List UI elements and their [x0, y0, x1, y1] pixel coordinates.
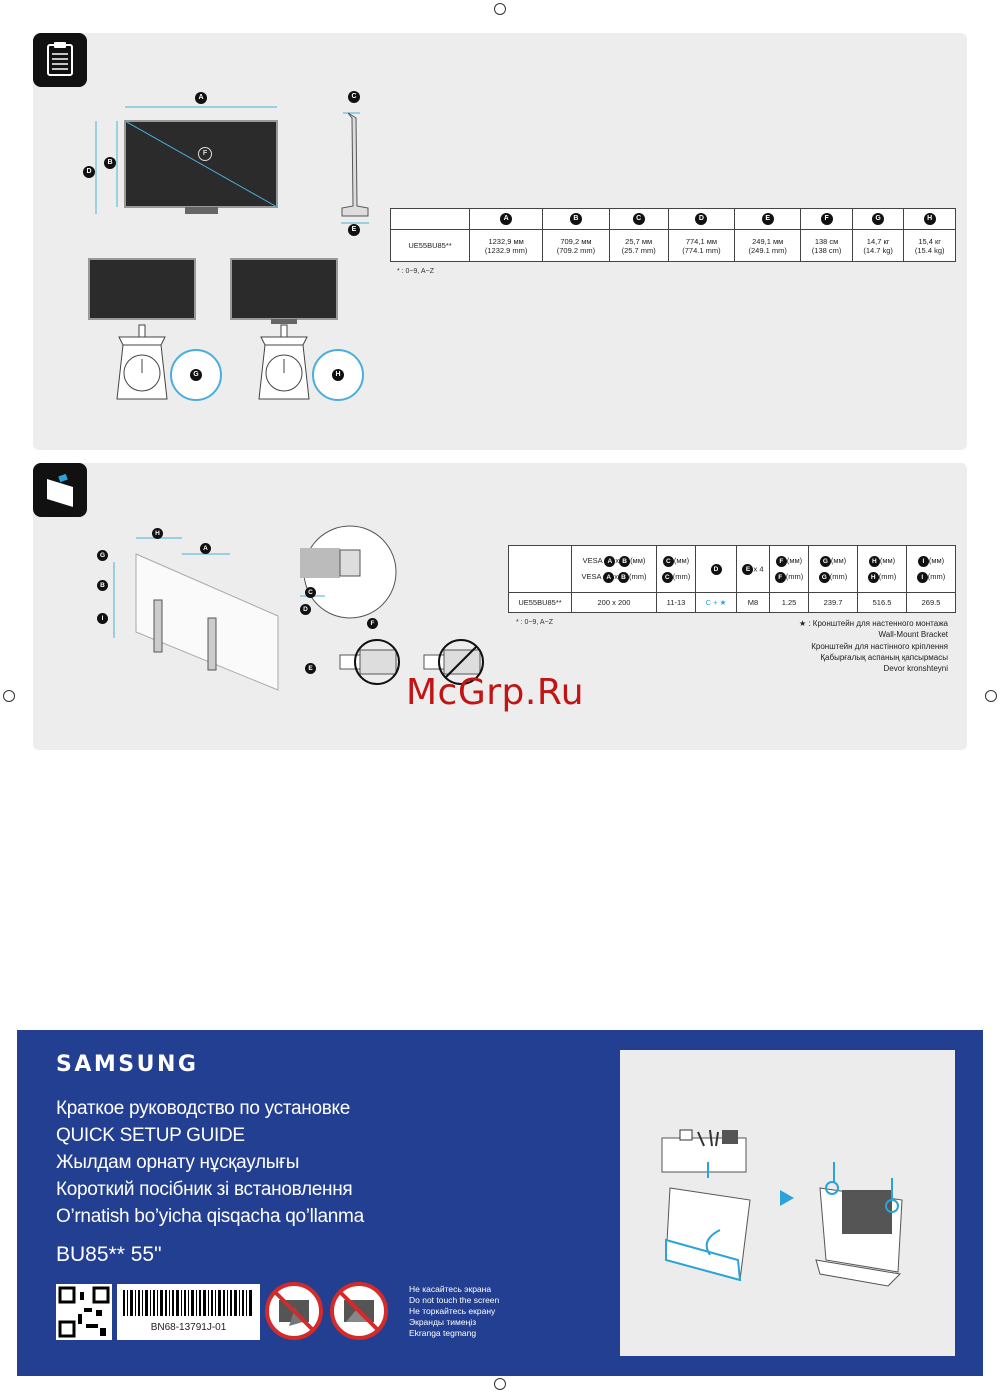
- bracket-note: ★ : Кронштейн для настенного монтажа: [798, 619, 948, 628]
- registration-mark-top: [494, 3, 506, 15]
- label-e: E: [348, 224, 360, 236]
- tv-dimension-diagram: [80, 88, 380, 238]
- g-cell: 239.7: [809, 593, 858, 613]
- value-h: 15,4 кг (15.4 kg): [904, 230, 956, 262]
- bracket-note: Кронштейн для настінного кріплення: [811, 641, 948, 651]
- barcode-bars: [117, 1284, 260, 1320]
- wall-label-h: H: [152, 528, 163, 539]
- wall-label-d: D: [300, 604, 311, 615]
- registration-mark-right: [985, 690, 997, 702]
- header-c: C: [609, 209, 668, 230]
- weight-scale-diagrams: [85, 255, 375, 405]
- no-touch-screen-icon: [265, 1282, 323, 1340]
- warning-line: Не касайтесь экрана: [409, 1284, 492, 1294]
- d-cell: C + ★: [696, 593, 737, 613]
- label-h: H: [332, 369, 344, 381]
- warning-text: [409, 1284, 499, 1339]
- warning-line: Экранды тимеңіз: [409, 1317, 477, 1327]
- brand-logo: SAMSUNG: [56, 1052, 199, 1077]
- clipboard-icon: [33, 33, 87, 87]
- label-b: B: [104, 157, 116, 169]
- wall-label-f: F: [367, 618, 378, 629]
- bracket-note: Қабырғалық аспаның қапсырмасы: [820, 652, 948, 662]
- header-a: A: [470, 209, 543, 230]
- header-f: F (мм) F (mm): [770, 546, 809, 593]
- value-d: 774,1 мм (774.1 mm): [668, 230, 734, 262]
- value-a: 1232,9 мм (1232.9 mm): [470, 230, 543, 262]
- title-uk: Короткий посібник зі встановлення: [56, 1179, 353, 1200]
- i-cell: 269.5: [907, 593, 956, 613]
- wall-mount-icon: [33, 463, 87, 517]
- header-b: B: [543, 209, 609, 230]
- h-cell: 516.5: [858, 593, 907, 613]
- warning-line: Не торкайтесь екрану: [409, 1306, 496, 1316]
- value-c: 25,7 мм (25.7 mm): [609, 230, 668, 262]
- unboxing-illustration: [620, 1050, 955, 1356]
- barcode: [117, 1284, 260, 1340]
- c-cell: 11-13: [657, 593, 696, 613]
- header-e: E x 4: [737, 546, 770, 593]
- value-g: 14,7 кг (14.7 kg): [852, 230, 904, 262]
- warning-line: Ekranga tegmang: [409, 1328, 477, 1338]
- vesa-cell: 200 x 200: [572, 593, 657, 613]
- registration-mark-left: [3, 690, 15, 702]
- qr-code: [56, 1284, 112, 1340]
- wall-footnote: * : 0~9, A~Z: [516, 619, 553, 626]
- bracket-note: Devor kronshteyni: [883, 664, 948, 674]
- value-b: 709,2 мм (709.2 mm): [543, 230, 609, 262]
- wall-mount-table: [508, 545, 956, 613]
- value-e: 249,1 мм (249.1 mm): [735, 230, 801, 262]
- model-cell: UE55BU85**: [391, 230, 470, 262]
- header-d: D: [696, 546, 737, 593]
- header-vesa: VESA A x B (мм) VESA A x B (mm): [572, 546, 657, 593]
- header-h: H (мм) H (mm): [858, 546, 907, 593]
- table-row: [509, 593, 956, 613]
- label-a: A: [195, 92, 207, 104]
- title-en: QUICK SETUP GUIDE: [56, 1125, 245, 1146]
- model-cell: UE55BU85**: [509, 593, 572, 613]
- header-g: G (мм) G (mm): [809, 546, 858, 593]
- value-f: 138 см (138 cm): [801, 230, 853, 262]
- barcode-text: BN68-13791J-01: [150, 1322, 227, 1333]
- wall-label-e: E: [305, 663, 316, 674]
- header-h: H: [904, 209, 956, 230]
- label-g: G: [190, 369, 202, 381]
- wall-label-c: C: [305, 587, 316, 598]
- bracket-notes: [799, 618, 948, 674]
- label-d: D: [83, 166, 95, 178]
- wall-label-b: B: [97, 580, 108, 591]
- label-f: F: [198, 147, 212, 161]
- unboxing-diagram: [620, 1050, 955, 1356]
- wall-label-i: I: [97, 613, 108, 624]
- watermark: McGrp.Ru: [406, 672, 585, 713]
- header-i: I (мм) I (mm): [907, 546, 956, 593]
- dimensions-footnote: * : 0~9, A~Z: [397, 268, 434, 275]
- e-cell: M8: [737, 593, 770, 613]
- registration-mark-bottom: [494, 1378, 506, 1390]
- title-uz: O’rnatish bo’yicha qisqacha qo’llanma: [56, 1206, 364, 1227]
- header-c: C (мм) C (mm): [657, 546, 696, 593]
- table-corner: [509, 546, 572, 593]
- header-g: G: [852, 209, 904, 230]
- no-press-screen-icon: [330, 1282, 388, 1340]
- header-e: E: [735, 209, 801, 230]
- title-ru: Краткое руководство по установке: [56, 1098, 351, 1119]
- bracket-note: Wall-Mount Bracket: [878, 630, 948, 640]
- dimensions-table: [390, 208, 956, 262]
- warning-line: Do not touch the screen: [409, 1295, 500, 1305]
- table-corner: [391, 209, 470, 230]
- wall-label-g: G: [97, 550, 108, 561]
- table-row: [391, 230, 956, 262]
- header-f: F: [801, 209, 853, 230]
- label-c: C: [348, 91, 360, 103]
- f-cell: 1.25: [770, 593, 809, 613]
- header-d: D: [668, 209, 734, 230]
- wall-label-a: A: [200, 543, 211, 554]
- title-kk: Жылдам орнату нұсқаулығы: [56, 1152, 300, 1173]
- model-title: BU85** 55": [56, 1243, 162, 1266]
